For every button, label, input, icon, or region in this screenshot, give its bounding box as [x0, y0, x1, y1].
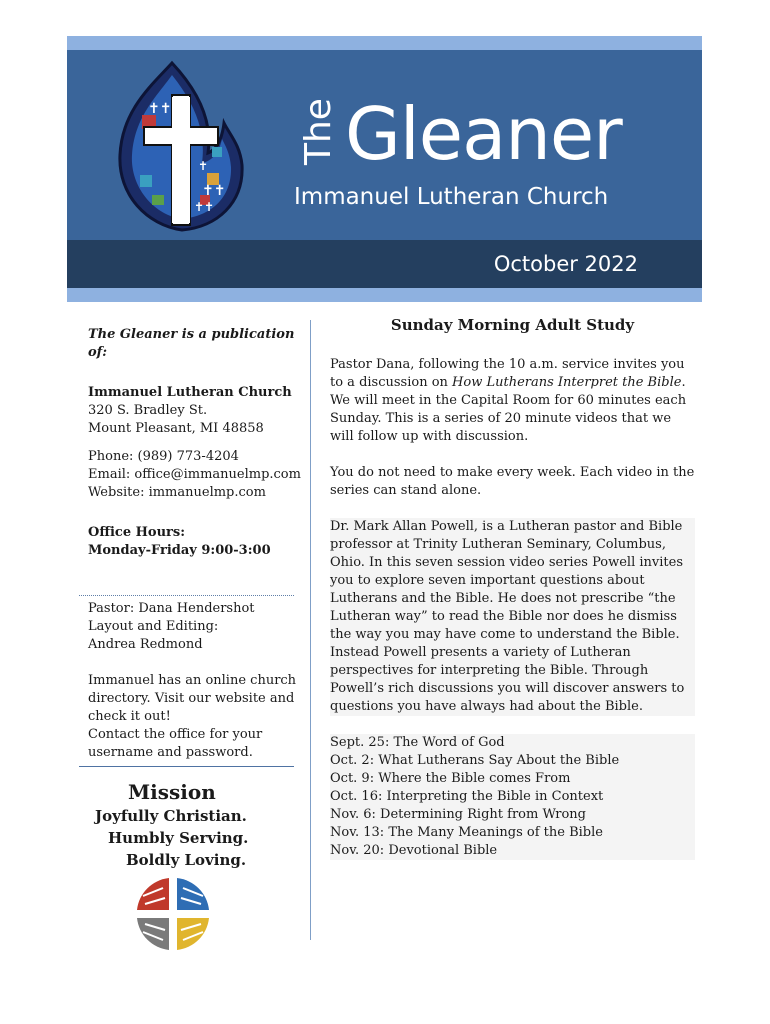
- svg-text:✝✝: ✝✝: [148, 101, 172, 117]
- article-paragraph-2: You do not need to make every week. Each video in the series can stand alone.: [330, 465, 695, 498]
- address-block: [88, 384, 303, 438]
- study-title: How Lutherans Interpret the Bible: [452, 375, 682, 390]
- banner-top-stripe: [67, 36, 702, 50]
- title-prefix: The: [298, 98, 339, 165]
- elca-cross-emblem-icon: [133, 874, 213, 954]
- directory-line: directory. Visit our website and: [88, 691, 295, 706]
- article-paragraph-1: [330, 356, 695, 446]
- phone: Phone: (989) 773-4204: [88, 449, 239, 464]
- office-hours: Monday-Friday 9:00-3:00: [88, 543, 271, 558]
- address-name: Immanuel Lutheran Church: [88, 385, 292, 400]
- newsletter-title: Gleaner: [345, 92, 622, 176]
- column-divider: [310, 320, 311, 940]
- issue-date: October 2022: [493, 252, 638, 276]
- schedule-item: Oct. 16: Interpreting the Bible in Context: [330, 789, 604, 804]
- staff-line: Pastor: Dana Hendershot: [88, 601, 255, 616]
- flame-cross-logo-icon: [112, 55, 252, 235]
- office-hours-block: [88, 524, 303, 560]
- para1-text: Pastor Dana, following the 10 a.m. service invites you to a discussion on: [330, 357, 685, 390]
- svg-text:✝✝: ✝✝: [202, 183, 226, 199]
- svg-text:✝✝: ✝✝: [194, 200, 215, 214]
- schedule-item: Nov. 13: The Many Meanings of the Bible: [330, 825, 603, 840]
- para1-text-end: . We will meet in the Capital Room for 60 minutes each Sunday. This is a series of 20 minute videos that we will follow up with discussion.: [330, 375, 687, 444]
- schedule-item: Nov. 20: Devotional Bible: [330, 843, 498, 858]
- schedule-item: Oct. 2: What Lutherans Say About the Bible: [330, 753, 620, 768]
- sidebar-divider-dotted: [79, 595, 294, 596]
- staff-block: [88, 600, 303, 762]
- session-schedule: [330, 734, 695, 860]
- article-paragraph-3: Dr. Mark Allan Powell, is a Lutheran pastor and Bible professor at Trinity Lutheran Seminary, Columbus, Ohio. In this seven session video series Powell invites you to explore seven important questions about Lutherans and the Bible. He does not prescribe “the Lutheran way” to read the Bible nor does he dismiss the way you may have come to understand the Bible. Instead Powell presents a variety of Lutheran perspectives for interpreting the Bible. Through Powell’s rich discussions you will discover answers to questions you have always had about the Bible.: [330, 518, 695, 716]
- address-line-2: Mount Pleasant, MI 48858: [88, 421, 264, 436]
- mission-title: Mission: [128, 780, 216, 804]
- sidebar-divider-solid: [79, 766, 294, 767]
- directory-line: Immanuel has an online church: [88, 673, 297, 688]
- website: Website: immanuelmp.com: [88, 485, 266, 500]
- mission-line: Joyfully Christian.: [95, 807, 247, 825]
- address-line-1: 320 S. Bradley St.: [88, 403, 208, 418]
- staff-line: Layout and Editing:: [88, 619, 219, 634]
- publication-intro: The Gleaner is a publication of:: [88, 327, 295, 360]
- mission-line: Boldly Loving.: [126, 851, 247, 869]
- church-name: Immanuel Lutheran Church: [294, 184, 609, 210]
- office-hours-label: Office Hours:: [88, 525, 186, 540]
- staff-line: Andrea Redmond: [88, 637, 203, 652]
- sidebar: [88, 326, 303, 570]
- main-article: [330, 316, 695, 860]
- schedule-item: Sept. 25: The Word of God: [330, 735, 505, 750]
- schedule-item: Oct. 9: Where the Bible comes From: [330, 771, 571, 786]
- article-title: Sunday Morning Adult Study: [390, 316, 635, 334]
- directory-line: Contact the office for your: [88, 727, 263, 742]
- svg-text:✝: ✝: [198, 159, 209, 173]
- schedule-item: Nov. 6: Determining Right from Wrong: [330, 807, 586, 822]
- banner-bottom-stripe: [67, 288, 702, 302]
- mission-line: Humbly Serving.: [108, 829, 249, 847]
- contact-block: [88, 448, 303, 502]
- directory-line: check it out!: [88, 709, 171, 724]
- email: Email: office@immanuelmp.com: [88, 467, 301, 482]
- directory-line: username and password.: [88, 745, 253, 760]
